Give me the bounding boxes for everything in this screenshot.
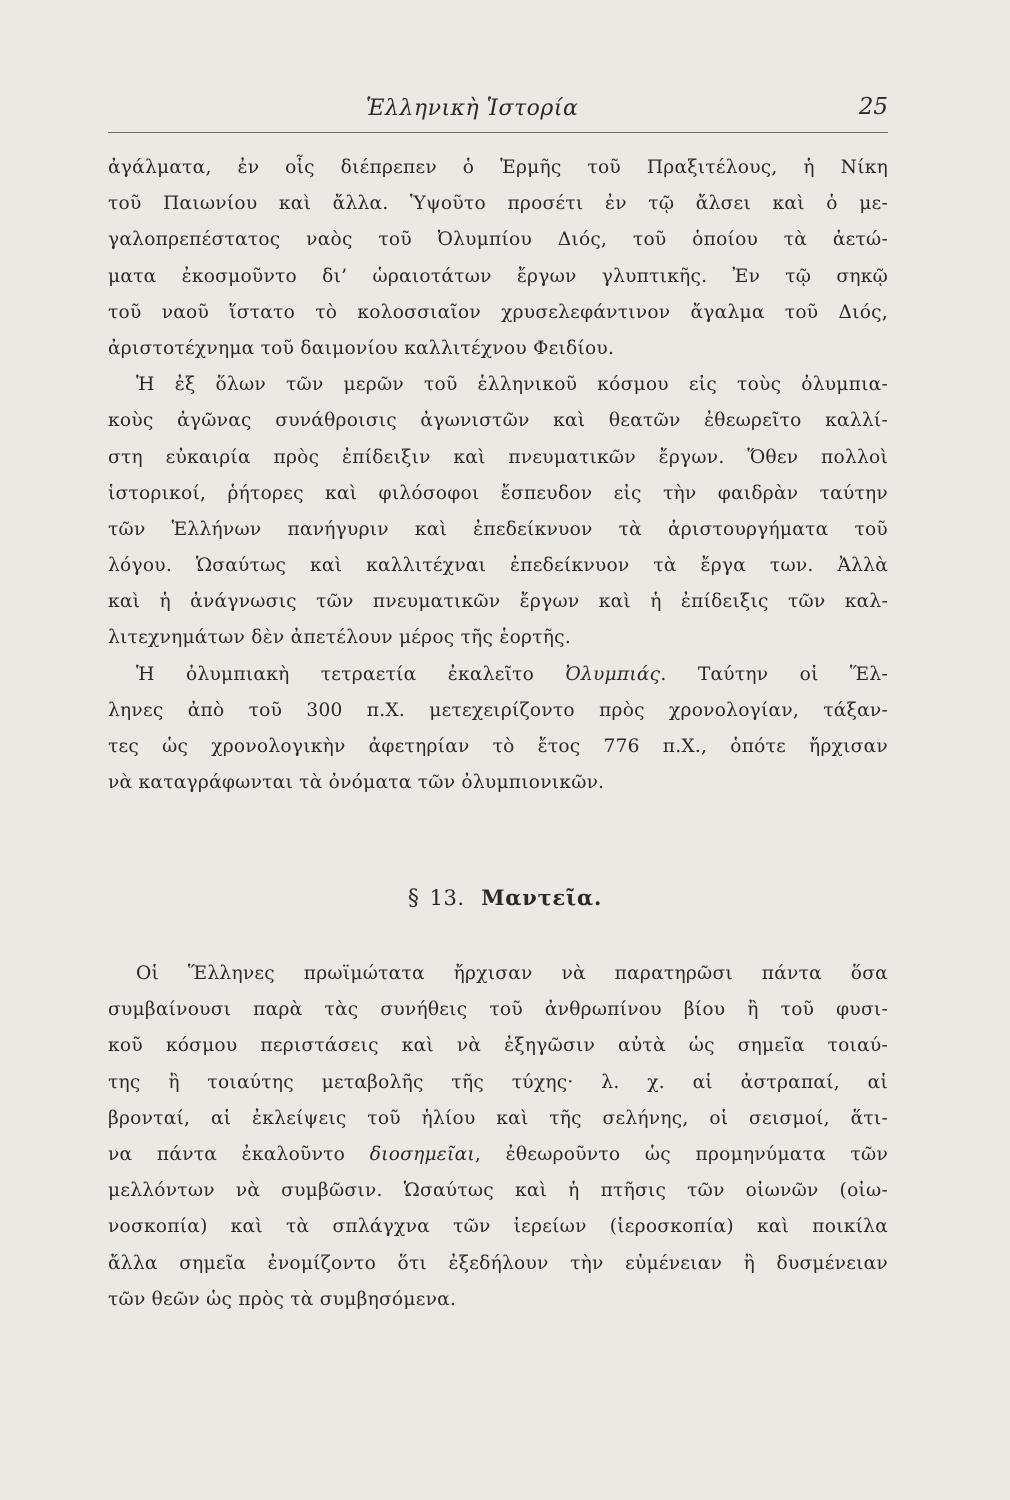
text-line: Ἡ ἐξ ὅλων τῶν μερῶν τοῦ ἑλληνικοῦ κόσμου εἰς τοὺς ὀλυμπια- (136, 374, 888, 396)
text-line: συμβαίνουσι παρὰ τὰς συνήθεις τοῦ ἀνθρωπίνου βίου ἢ τοῦ φυσι- (108, 999, 888, 1021)
text-line: τες ὡς χρονολογικὴν ἀφετηρίαν τὸ ἔτος 776 π.Χ., ὁπότε ἤρχισαν (108, 736, 888, 757)
section-heading (0, 885, 1010, 911)
text-line: γαλοπρεπέστατος ναὸς τοῦ Ὀλυμπίου Διός, τοῦ ὁποίου τὰ ἀετώ- (108, 229, 888, 251)
section-number: 13. (429, 886, 465, 910)
text-line: ματα ἐκοσμοῦντο δι’ ὡραιοτάτων ἔργων γλυπτικῆς. Ἐν τῷ σηκῷ (108, 265, 888, 287)
paragraph-olympiad (108, 657, 888, 802)
text-line (108, 657, 888, 693)
text-line (108, 1137, 888, 1173)
text-line: κοὺς ἀγῶνας συνάθροισις ἀγωνιστῶν καὶ θεατῶν ἐθεωρεῖτο καλλί- (108, 410, 888, 432)
section-sign: § (407, 886, 419, 911)
text-line: τῶν θεῶν ὡς πρὸς τὰ συμβησόμενα. (108, 1288, 457, 1310)
paragraph-olympia-temple (108, 150, 888, 367)
page-header (108, 92, 888, 133)
italic-term: διοσημεῖαι (369, 1143, 475, 1165)
text-line: Οἱ Ἕλληνες πρωϊμώτατα ἤρχισαν νὰ παρατηρῶσι πάντα ὅσα (136, 963, 888, 984)
text-line: ληνες ἀπὸ τοῦ 300 π.Χ. μετεχειρίζοντο πρὸς χρονολογίαν, τάξαν- (108, 699, 888, 721)
text-line: τοῦ Παιωνίου καὶ ἄλλα. Ὑψοῦτο προσέτι ἐν τῷ ἄλσει καὶ ὁ με- (108, 193, 888, 215)
text-line: νὰ καταγράφωνται τὰ ὀνόματα τῶν ὀλυμπιονικῶν. (108, 772, 605, 794)
text-line: ἀριστοτέχνημα τοῦ δαιμονίου καλλιτέχνου Φειδίου. (108, 337, 615, 359)
text-line: τῶν Ἑλλήνων πανήγυριν καὶ ἐπεδείκνυον τὰ ἀριστουργήματα τοῦ (108, 518, 888, 540)
body-text-lower (108, 956, 888, 1318)
page-number: 25 (858, 94, 888, 120)
text-line: τοῦ ναοῦ ἵστατο τὸ κολοσσιαῖον χρυσελεφάντινον ἄγαλμα τοῦ Διός, (108, 301, 888, 323)
text-line: μελλόντων νὰ συμβῶσιν. Ὡσαύτως καὶ ἡ πτῆσις τῶν οἰωνῶν (οἰω- (108, 1180, 888, 1202)
body-text-upper (108, 150, 888, 801)
text-span: να πάντα ἐκαλοῦντο (108, 1143, 346, 1165)
text-line: λιτεχνημάτων δὲν ἀπετέλουν μέρος τῆς ἑορτῆς. (108, 627, 571, 649)
text-line: κοῦ κόσμου περιστάσεις καὶ νὰ ἐξηγῶσιν αὐτὰ ὡς σημεῖα τοιαύ- (108, 1035, 888, 1057)
text-span: , ἐθεωροῦντο ὡς προμηνύματα τῶν (474, 1143, 888, 1165)
text-line: νοσκοπία) καὶ τὰ σπλάγχνα τῶν ἱερείων (ἱεροσκοπία) καὶ ποικίλα (108, 1216, 888, 1238)
text-line: της ἢ τοιαύτης μεταβολῆς τῆς τύχης· λ. χ. αἱ ἀστραπαί, αἱ (108, 1071, 888, 1093)
text-span: . Ταύτην οἱ Ἕλ- (660, 663, 888, 685)
paragraph-olympic-gathering (108, 367, 888, 657)
paragraph-omens (108, 956, 888, 1318)
text-line: ἀγάλματα, ἐν οἷς διέπρεπεν ὁ Ἑρμῆς τοῦ Πραξιτέλους, ἡ Νίκη (108, 157, 888, 178)
text-line: λόγου. Ὡσαύτως καὶ καλλιτέχναι ἐπεδείκνυον τὰ ἔργα των. Ἀλλὰ (108, 555, 888, 577)
text-span: Ἡ ὀλυμπιακὴ τετραετία ἐκαλεῖτο (136, 663, 535, 685)
text-line: καὶ ἡ ἀνάγνωσις τῶν πνευματικῶν ἔργων καὶ ἡ ἐπίδειξις τῶν καλ- (108, 591, 888, 613)
text-line: ἄλλα σημεῖα ἐνομίζοντο ὅτι ἐξεδήλουν τὴν εὐμένειαν ἢ δυσμένειαν (108, 1252, 888, 1274)
text-line: βρονταί, αἱ ἐκλείψεις τοῦ ἡλίου καὶ τῆς σελήνης, οἱ σεισμοί, ἅτι- (108, 1107, 888, 1129)
section-title: Μαντεῖα. (481, 885, 603, 910)
italic-term: Ὀλυμπιάς (565, 663, 661, 685)
text-line: στη εὐκαιρία πρὸς ἐπίδειξιν καὶ πνευματικῶν ἔργων. Ὅθεν πολλοὶ (108, 446, 888, 468)
text-line: ἱστορικοί, ῥήτορες καὶ φιλόσοφοι ἔσπευδον εἰς τὴν φαιδρὰν ταύτην (108, 482, 888, 504)
running-title: Ἑλληνικὴ Ἱστορία (366, 96, 579, 121)
